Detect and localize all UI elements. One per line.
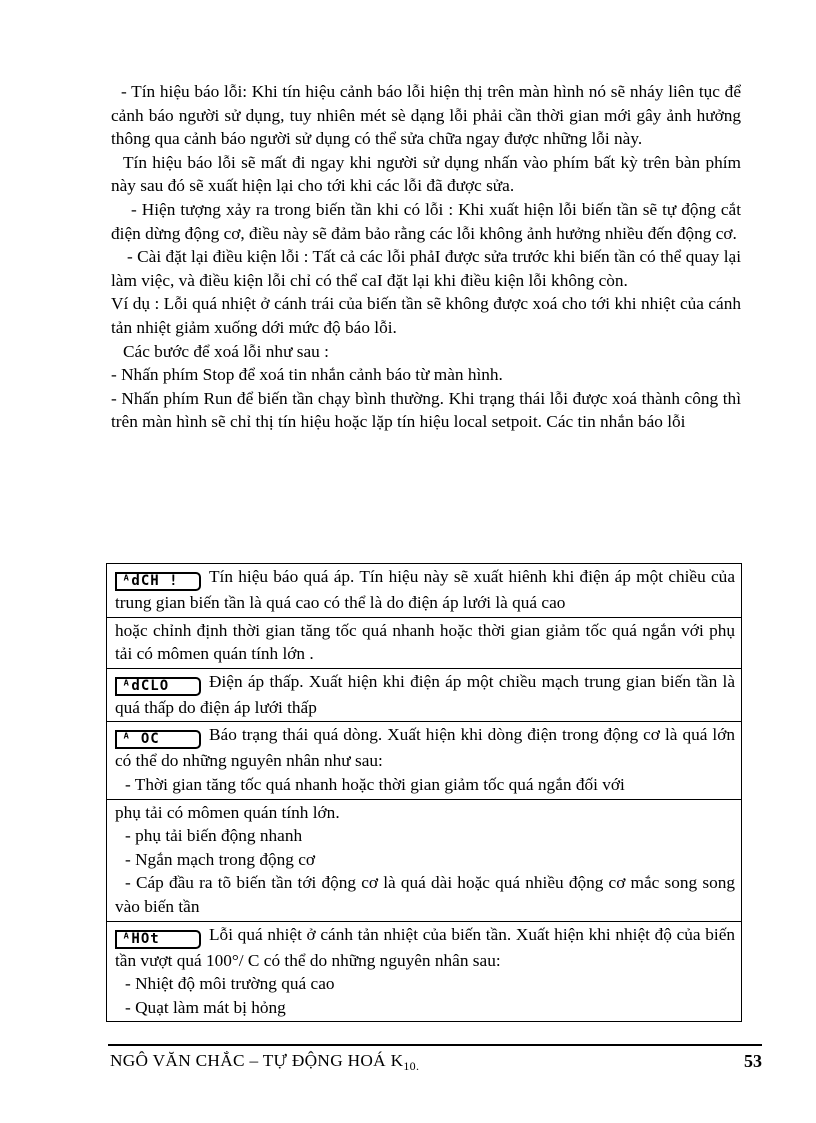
overvoltage-description-continued: hoặc chỉnh định thời gian tăng tốc quá nhanh hoặc thời gian giảm tốc quá ngắn với phụ tải có mômen quán tính lớn .	[115, 620, 735, 664]
paragraph-step-run: - Nhấn phím Run để biến tần chạy bình thường. Khi trạng thái lỗi được xoá thành công thì trên màn hình sẽ chỉ thị tín hiệu hoặc lặp tín hiệu local setpoit. Các tin nhắn báo lỗi	[111, 388, 741, 432]
overcurrent-cause-accel: - Thời gian tăng tốc quá nhanh hoặc thời gian giảm tốc quá ngắn đối với	[125, 774, 625, 794]
table-row-undervoltage	[107, 668, 741, 722]
overheat-description: Lỗi quá nhiệt ở cánh tản nhiệt của biến tần. Xuất hiện khi nhiệt độ của biến tần vượt quá 100°/ C có thể do những nguyên nhân sau:	[115, 924, 735, 970]
overcurrent-cause-continued: phụ tải có mômen quán tính lớn.	[115, 802, 340, 822]
overheat-cause-ambient: - Nhiệt độ môi trường quá cao	[125, 974, 335, 994]
footer-class-subscript: 10.	[403, 1059, 420, 1073]
table-row-overcurrent-continued	[107, 799, 741, 921]
undervoltage-description: Điện áp thấp. Xuất hiện khi điện áp một chiều mạch trung gian biến tần là quá thấp do điện áp lưới thấp	[115, 671, 735, 717]
page-number: 53	[744, 1051, 762, 1071]
body-text	[111, 80, 741, 434]
paragraph-error-phenomenon: - Hiện tượng xảy ra trong biến tần khi có lỗi : Khi xuất hiện lỗi biến tần sẽ tự động cắt điện dừng động cơ, điều này sẽ đảm bảo rằng các lỗi không ảnh hưởng nhiều đến động cơ.	[111, 199, 741, 243]
paragraph-error-signal: - Tín hiệu báo lỗi: Khi tín hiệu cảnh báo lỗi hiện thị trên màn hình nó sẽ nháy liên tục để cảnh báo người sử dụng, tuy nhiên mét sè dạng lỗi phải cần thời gian mới gây ảnh hưởng thông qua cảnh báo người sử dụng có thể sửa chữa ngay được những lỗi này.	[111, 82, 741, 149]
overcurrent-cause-cable: - Cáp đầu ra tõ biến tần tới động cơ là quá dài hoặc quá nhiều động cơ mắc song song vào biến tần	[115, 873, 735, 916]
lcd-code-icon-undervoltage: ᴬdCLO	[115, 677, 201, 696]
paragraph-steps-heading: Các bước để xoá lỗi như sau :	[123, 341, 329, 361]
paragraph-error-clear: Tín hiệu báo lỗi sẽ mất đi ngay khi người sử dụng nhấn vào phím bất kỳ trên bàn phím này sau đó sẽ xuất hiện lại cho tới khi các lỗi đã được sửa.	[111, 152, 741, 196]
lcd-code-icon-overvoltage: ᴬdCH !	[115, 572, 201, 591]
overcurrent-cause-short: - Ngắn mạch trong động cơ	[125, 849, 316, 869]
table-row-overvoltage	[107, 564, 741, 617]
overcurrent-cause-load: - phụ tải biến động nhanh	[125, 826, 303, 846]
paragraph-step-stop: - Nhấn phím Stop để xoá tin nhắn cảnh báo từ màn hình.	[111, 365, 503, 385]
paragraph-example: Ví dụ : Lỗi quá nhiệt ở cánh trái của biến tần sẽ không được xoá cho tới khi nhiệt của cánh tản nhiệt giảm xuống dới mức độ báo lỗi.	[111, 294, 741, 337]
footer-rule	[108, 1044, 762, 1046]
table-row-overcurrent	[107, 721, 741, 798]
footer-author	[110, 1050, 419, 1077]
footer-author-text: NGÔ VĂN CHẮC – TỰ ĐỘNG HOÁ K	[110, 1051, 404, 1070]
overvoltage-description: Tín hiệu báo quá áp. Tín hiệu này sẽ xuất hiênh khi điện áp một chiều của trung gian biến tần là quá cao có thể là do điện áp lưới là quá cao	[115, 567, 735, 612]
error-messages-table	[106, 563, 742, 1022]
lcd-code-icon-overheat: ᴬHOt	[115, 930, 201, 949]
lcd-code-icon-overcurrent: ᴬ OC	[115, 730, 201, 749]
overcurrent-description: Báo trạng thái quá dòng. Xuất hiện khi dòng điện trong động cơ là quá lớn có thể do những nguyên nhân như sau:	[115, 725, 735, 771]
table-row-overheat	[107, 921, 741, 1022]
paragraph-reset-condition: - Cài đặt lại điều kiện lỗi : Tất cả các lỗi phảI được sửa trước khi biến tần có thể quay lại làm việc, và điều kiện lỗi chỉ có thể caI đặt lại khi điều kiện lỗi không còn.	[111, 247, 741, 290]
table-row-overvoltage-continued	[107, 617, 741, 668]
overheat-cause-fan: - Quạt làm mát bị hỏng	[125, 997, 286, 1017]
